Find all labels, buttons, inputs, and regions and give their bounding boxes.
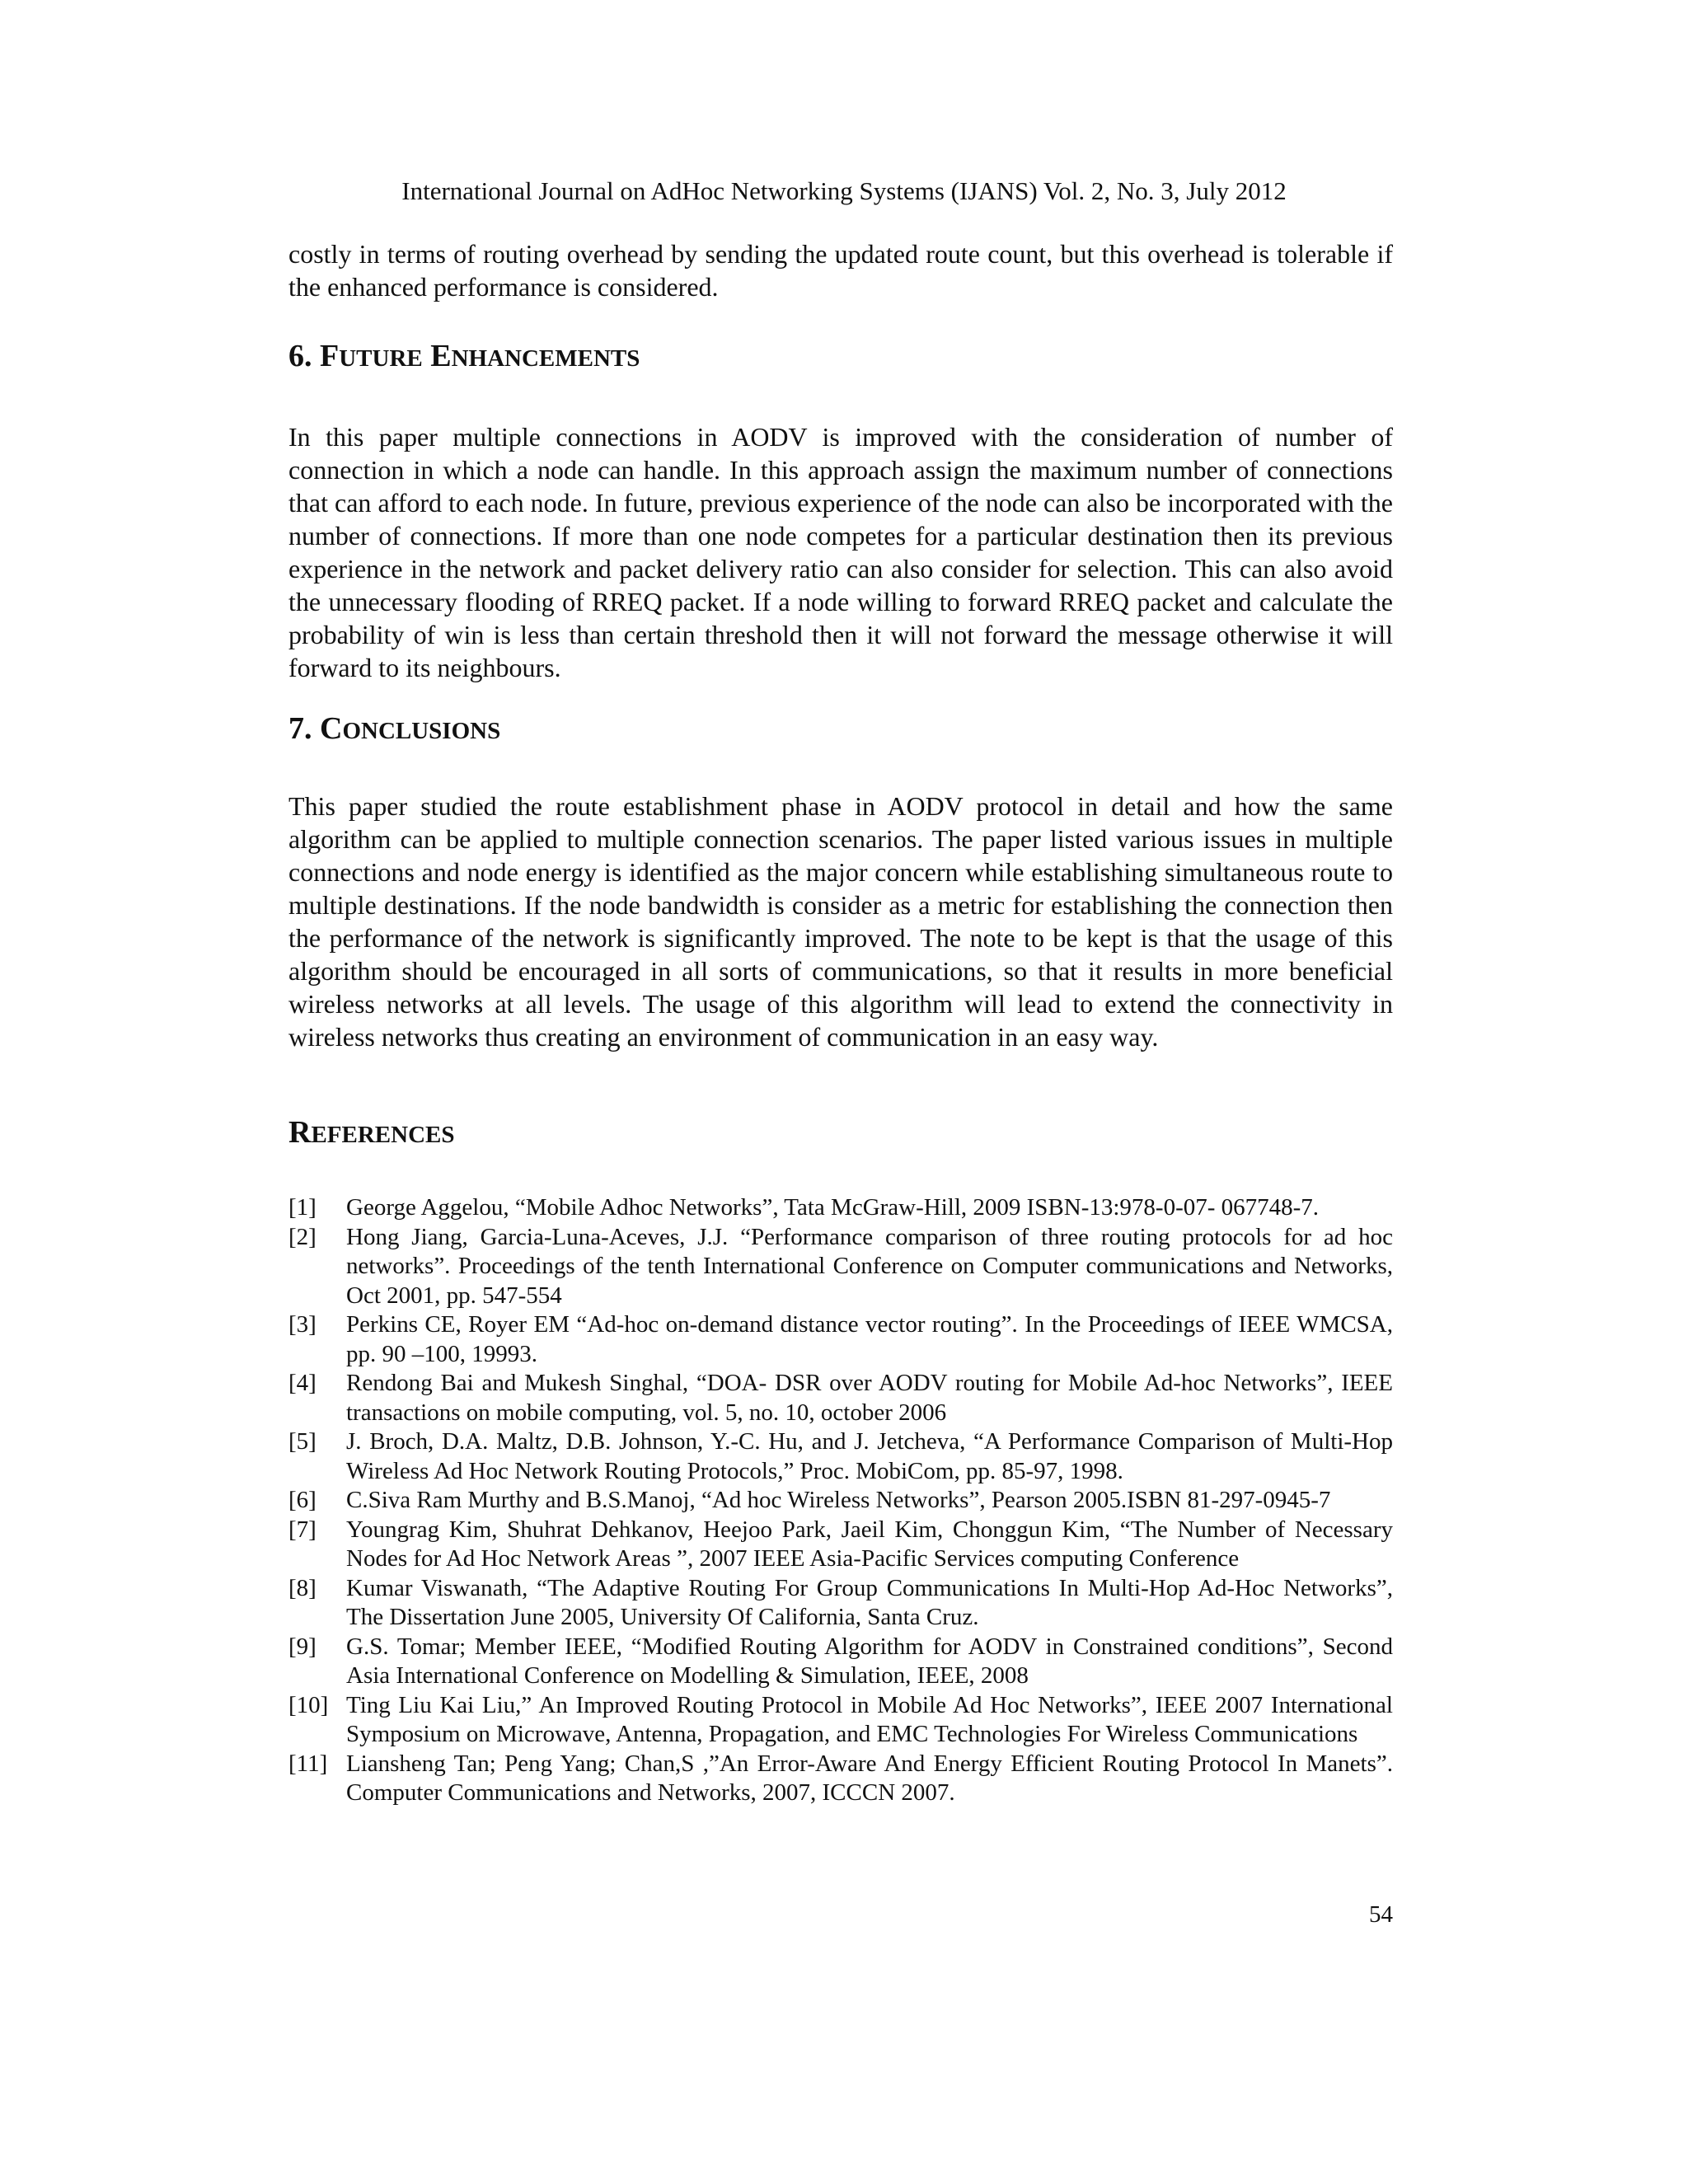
heading-small-caps: ONCLUSIONS (342, 718, 501, 744)
reference-item (288, 1310, 1393, 1369)
reference-text: Hong Jiang, Garcia-Luna-Aceves, J.J. “Performance comparison of three routing protocols for ad hoc networks”. Proceedings of the tenth International Conference on Computer communications and Networks, Oct 2001, pp. 547-554 (346, 1223, 1393, 1309)
reference-number: [8] (288, 1574, 316, 1601)
reference-item (288, 1223, 1393, 1311)
reference-number: [5] (288, 1428, 316, 1455)
reference-item (288, 1193, 1393, 1223)
reference-item (288, 1486, 1393, 1516)
reference-item (288, 1516, 1393, 1574)
section-heading-references (288, 1114, 455, 1153)
reference-item (288, 1691, 1393, 1750)
section-number: 7. (288, 711, 312, 746)
intro-paragraph: costly in terms of routing overhead by sending the updated route count, but this overhead is tolerable if the enhanced performance is considered. (288, 239, 1393, 302)
reference-item (288, 1427, 1393, 1486)
reference-text: C.Siva Ram Murthy and B.S.Manoj, “Ad hoc Wireless Networks”, Pearson 2005.ISBN 81-297-0945-7 (346, 1487, 1331, 1513)
reference-number: [1] (288, 1194, 316, 1221)
reference-item (288, 1750, 1393, 1808)
heading-cap-letter: E (430, 339, 452, 373)
conclusions-block (288, 790, 1393, 1053)
reference-item (288, 1369, 1393, 1427)
running-header: International Journal on AdHoc Networking Systems (IJANS) Vol. 2, No. 3, July 2012 (401, 176, 1287, 205)
reference-number: [6] (288, 1487, 316, 1513)
reference-text: Liansheng Tan; Peng Yang; Chan,S ,”An Error-Aware And Energy Efficient Routing Protocol In Manets”. Computer Communications and Networks, 2007, ICCCN 2007. (346, 1750, 1393, 1806)
reference-text: G.S. Tomar; Member IEEE, “Modified Routing Algorithm for AODV in Constrained conditions”, Second Asia International Conference on Modelling & Simulation, IEEE, 2008 (346, 1633, 1393, 1689)
heading-cap-letter: C (320, 711, 343, 746)
reference-number: [10] (288, 1691, 329, 1718)
section-number: 6. (288, 339, 312, 373)
future-enhancements-block (288, 420, 1393, 684)
reference-text: Youngrag Kim, Shuhrat Dehkanov, Heejoo Park, Jaeil Kim, Chonggun Kim, “The Number of Necessary Nodes for Ad Hoc Network Areas ”, 2007 IEEE Asia-Pacific Services computing Conference (346, 1516, 1393, 1572)
reference-number: [3] (288, 1311, 316, 1338)
reference-number: [9] (288, 1633, 316, 1660)
reference-item (288, 1633, 1393, 1691)
heading-small-caps: UTURE (339, 345, 423, 372)
heading-cap-letter: R (288, 1115, 312, 1150)
reference-item (288, 1574, 1393, 1633)
reference-number: [7] (288, 1516, 316, 1543)
heading-small-caps: NHANCEMENTS (451, 345, 640, 372)
page-number: 54 (1369, 1901, 1393, 1928)
reference-number: [4] (288, 1370, 316, 1396)
reference-number: [2] (288, 1223, 316, 1250)
reference-text: Ting Liu Kai Liu,” An Improved Routing Protocol in Mobile Ad Hoc Networks”, IEEE 2007 International Symposium on Microwave, Antenna, Propagation, and EMC Technologies For Wireless Communications (346, 1691, 1393, 1747)
heading-cap-letter: F (320, 339, 340, 373)
reference-text: George Aggelou, “Mobile Adhoc Networks”, Tata McGraw-Hill, 2009 ISBN-13:978-0-07- 067748-7. (346, 1194, 1320, 1221)
intro-paragraph-block (288, 237, 1393, 303)
reference-text: Perkins CE, Royer EM “Ad-hoc on-demand distance vector routing”. In the Proceedings of IEEE WMCSA, pp. 90 –100, 19993. (346, 1311, 1393, 1367)
section-heading-future-enhancements (288, 338, 640, 377)
heading-small-caps: EFERENCES (311, 1122, 455, 1148)
reference-text: Rendong Bai and Mukesh Singhal, “DOA- DSR over AODV routing for Mobile Ad-hoc Networks”, IEEE transactions on mobile computing, vol. 5, no. 10, october 2006 (346, 1370, 1393, 1426)
future-enhancements-paragraph: In this paper multiple connections in AODV is improved with the consideration of number of connection in which a node can handle. In this approach assign the maximum number of connections that can afford to each node. In future, previous experience of the node can also be incorporated with the number of connections. If more than one node competes for a particular destination then its previous experience in the network and packet delivery ratio can also consider for selection. This can also avoid the unnecessary flooding of RREQ packet. If a node willing to forward RREQ packet and calculate the probability of win is less than certain threshold then it will not forward the message otherwise it will forward to its neighbours. (288, 422, 1393, 682)
section-heading-conclusions (288, 710, 500, 749)
reference-number: [11] (288, 1750, 328, 1777)
reference-list (288, 1193, 1393, 1808)
conclusions-paragraph: This paper studied the route establishment phase in AODV protocol in detail and how the same algorithm can be applied to multiple connection scenarios. The paper listed various issues in multiple connections and node energy is identified as the major concern while establishing simultaneous route to multiple destinations. If the node bandwidth is consider as a metric for establishing the connection then the performance of the network is significantly improved. The note to be kept is that the usage of this algorithm should be encouraged in all sorts of communications, so that it results in more beneficial wireless networks at all levels. The usage of this algorithm will lead to extend the connectivity in wireless networks thus creating an environment of communication in an easy way. (288, 791, 1393, 1052)
reference-text: J. Broch, D.A. Maltz, D.B. Johnson, Y.-C. Hu, and J. Jetcheva, “A Performance Comparison of Multi-Hop Wireless Ad Hoc Network Routing Protocols,” Proc. MobiCom, pp. 85-97, 1998. (346, 1428, 1393, 1484)
reference-text: Kumar Viswanath, “The Adaptive Routing For Group Communications In Multi-Hop Ad-Hoc Networks”, The Dissertation June 2005, University Of California, Santa Cruz. (346, 1574, 1393, 1630)
